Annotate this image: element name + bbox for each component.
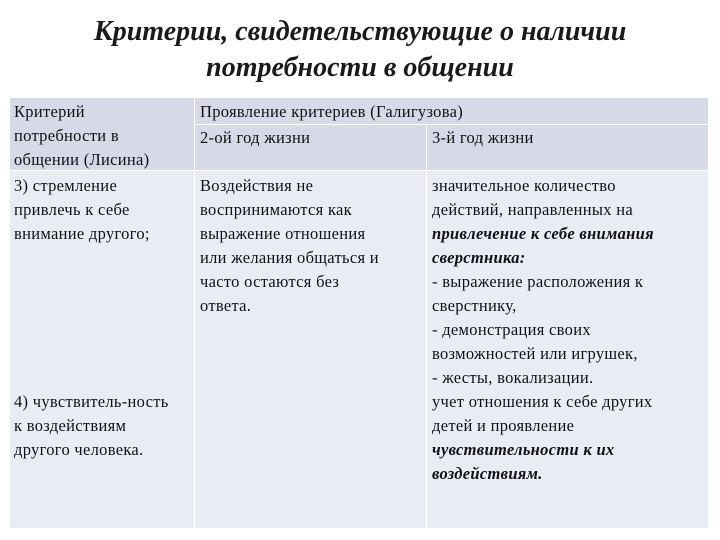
row1-year3-line: действий, направленных на [432, 200, 634, 219]
row2-criterion-line: другого человека. [14, 440, 144, 459]
header-criterion-line: потребности в [14, 126, 119, 145]
row1-year3-emphasis: сверстника: [432, 248, 526, 267]
row1-year2-line: воспринимаются как [200, 200, 352, 219]
row2-year3-line: учет отношения к себе других [432, 392, 653, 411]
header-criterion [14, 100, 149, 172]
row1-year2-line: Воздействия не [200, 176, 314, 195]
header-year3: 3-й год жизни [432, 128, 534, 147]
row2-criterion [14, 390, 169, 462]
header-criterion-line: общении (Лисина) [14, 150, 150, 169]
row1-year3-line: сверстнику, [432, 296, 517, 315]
row1-year3-line: - жесты, вокализации. [432, 368, 594, 387]
row1-year2 [200, 174, 379, 318]
criteria-table [10, 98, 708, 528]
row2-year3 [432, 390, 652, 486]
row1-year3-line: - выражение расположения к [432, 272, 644, 291]
row-divider [194, 124, 708, 125]
row1-criterion-line: привлечь к себе [14, 200, 130, 219]
row1-year3-line: значительное количество [432, 176, 616, 195]
row1-year3-line: - демонстрация своих [432, 320, 591, 339]
header-criterion-line: Критерий [14, 102, 85, 121]
row1-criterion-line: 3) стремление [14, 176, 118, 195]
row1-year3-emphasis: привлечение к себе внимания [432, 224, 654, 243]
row2-year3-line: детей и проявление [432, 416, 575, 435]
row1-year3-line: возможностей или игрушек, [432, 344, 638, 363]
row2-year3-emphasis: воздействиям. [432, 464, 543, 483]
column-divider [194, 98, 195, 528]
slide-title-line-2: потребности в общении [206, 52, 514, 83]
row2-year3-emphasis: чувствительности к их [432, 440, 615, 459]
row1-criterion [14, 174, 150, 246]
slide-title-line-1: Критерии, свидетельствующие о наличии [93, 16, 627, 47]
row2-criterion-line: 4) чувствитель-ность [14, 392, 169, 411]
slide-title [0, 14, 720, 86]
row1-year2-line: выражение отношения [200, 224, 366, 243]
row1-year2-line: ответа. [200, 296, 252, 315]
row1-year3 [432, 174, 654, 390]
row1-criterion-line: внимание другого; [14, 224, 150, 243]
header-year2: 2-ой год жизни [200, 128, 311, 147]
column-divider [426, 124, 427, 528]
row2-criterion-line: к воздействиям [14, 416, 127, 435]
row1-year2-line: или желания общаться и [200, 248, 379, 267]
header-manifestation: Проявление критериев (Галигузова) [200, 102, 464, 121]
row1-year2-line: часто остаются без [200, 272, 340, 291]
